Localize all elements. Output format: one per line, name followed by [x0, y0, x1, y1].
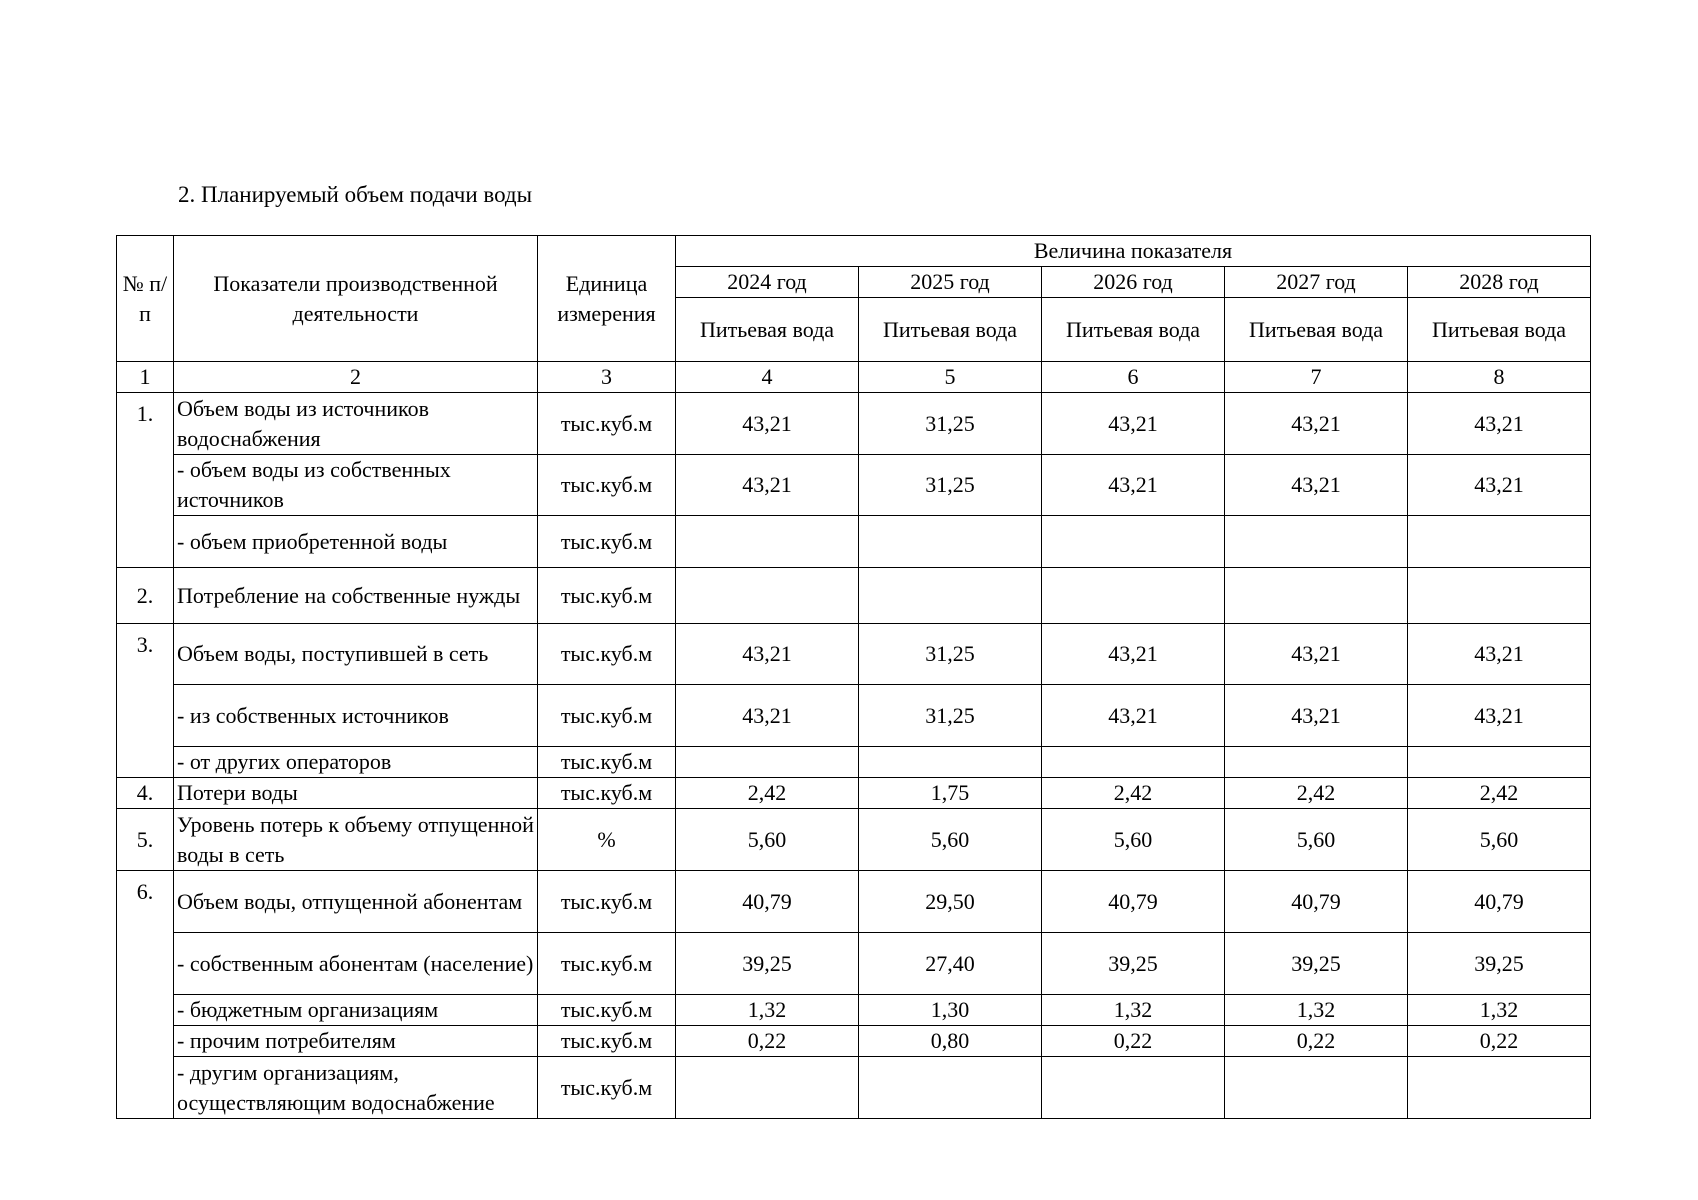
- row-unit: тыс.куб.м: [538, 995, 676, 1026]
- row-value: [1408, 1057, 1591, 1119]
- row-unit: тыс.куб.м: [538, 455, 676, 516]
- row-value: 39,25: [1042, 933, 1225, 995]
- row-value: 27,40: [859, 933, 1042, 995]
- row-value: 43,21: [1042, 455, 1225, 516]
- row-indicator-label: - прочим потребителям: [174, 1026, 538, 1057]
- row-indicator-label: Уровень потерь к объему отпущенной воды в сеть: [174, 809, 538, 871]
- table-row: [117, 747, 1591, 778]
- row-value: 5,60: [1408, 809, 1591, 871]
- row-value: 43,21: [676, 685, 859, 747]
- row-value: 1,32: [676, 995, 859, 1026]
- row-indicator-label: - объем воды из собственных источников: [174, 455, 538, 516]
- row-value: 1,32: [1408, 995, 1591, 1026]
- row-value: 43,21: [1042, 685, 1225, 747]
- row-value: 31,25: [859, 624, 1042, 685]
- row-indicator-label: - бюджетным организациям: [174, 995, 538, 1026]
- table-row: [117, 933, 1591, 995]
- row-unit: тыс.куб.м: [538, 393, 676, 455]
- header-year: 2026 год: [1042, 267, 1225, 298]
- row-value: 0,22: [1408, 1026, 1591, 1057]
- row-value: 5,60: [1042, 809, 1225, 871]
- row-value: 43,21: [676, 393, 859, 455]
- row-value: [859, 516, 1042, 568]
- column-number: 2: [174, 362, 538, 393]
- table-row: [117, 624, 1591, 685]
- row-unit: тыс.куб.м: [538, 685, 676, 747]
- row-value: 1,32: [1042, 995, 1225, 1026]
- row-indicator-label: - собственным абонентам (население): [174, 933, 538, 995]
- row-value: 1,75: [859, 778, 1042, 809]
- row-value: 0,22: [676, 1026, 859, 1057]
- row-value: 43,21: [1042, 393, 1225, 455]
- row-number: 2.: [117, 568, 174, 624]
- row-value: 2,42: [1408, 778, 1591, 809]
- row-value: 43,21: [1225, 455, 1408, 516]
- header-year: 2027 год: [1225, 267, 1408, 298]
- row-value: 43,21: [1225, 685, 1408, 747]
- row-value: [859, 1057, 1042, 1119]
- row-value: 43,21: [1408, 624, 1591, 685]
- row-value: [1225, 568, 1408, 624]
- row-unit: тыс.куб.м: [538, 933, 676, 995]
- row-value: [1408, 516, 1591, 568]
- header-indicator: Показатели производственной деятельности: [174, 236, 538, 362]
- row-unit: тыс.куб.м: [538, 568, 676, 624]
- row-value: 2,42: [676, 778, 859, 809]
- table-row: [117, 455, 1591, 516]
- column-number-row: [117, 362, 1591, 393]
- row-value: [1042, 747, 1225, 778]
- row-value: [1225, 1057, 1408, 1119]
- header-num: № п/п: [117, 236, 174, 362]
- header-water-type: Питьевая вода: [1408, 298, 1591, 362]
- row-indicator-label: Потери воды: [174, 778, 538, 809]
- row-value: 29,50: [859, 871, 1042, 933]
- row-value: 1,30: [859, 995, 1042, 1026]
- row-value: 5,60: [1225, 809, 1408, 871]
- row-value: 40,79: [676, 871, 859, 933]
- header-year: 2024 год: [676, 267, 859, 298]
- row-value: [1042, 516, 1225, 568]
- row-indicator-label: Объем воды из источников водоснабжения: [174, 393, 538, 455]
- column-number: 7: [1225, 362, 1408, 393]
- row-indicator-label: Объем воды, поступившей в сеть: [174, 624, 538, 685]
- column-number: 3: [538, 362, 676, 393]
- row-number: 4.: [117, 778, 174, 809]
- table-row: [117, 871, 1591, 933]
- row-value: 1,32: [1225, 995, 1408, 1026]
- row-value: 40,79: [1042, 871, 1225, 933]
- row-indicator-label: - объем приобретенной воды: [174, 516, 538, 568]
- row-value: 43,21: [1225, 393, 1408, 455]
- row-value: 0,22: [1042, 1026, 1225, 1057]
- row-value: [1225, 747, 1408, 778]
- header-water-type: Питьевая вода: [859, 298, 1042, 362]
- header-year: 2028 год: [1408, 267, 1591, 298]
- column-number: 1: [117, 362, 174, 393]
- row-value: 0,80: [859, 1026, 1042, 1057]
- row-value: 31,25: [859, 685, 1042, 747]
- row-value: 2,42: [1225, 778, 1408, 809]
- row-value: [676, 1057, 859, 1119]
- row-value: [1408, 747, 1591, 778]
- row-value: 43,21: [1408, 685, 1591, 747]
- row-value: [1225, 516, 1408, 568]
- row-value: 40,79: [1225, 871, 1408, 933]
- row-value: 40,79: [1408, 871, 1591, 933]
- row-number: 5.: [117, 809, 174, 871]
- row-unit: тыс.куб.м: [538, 1026, 676, 1057]
- header-water-type: Питьевая вода: [676, 298, 859, 362]
- header-unit: Единица измерения: [538, 236, 676, 362]
- table-row: [117, 1057, 1591, 1119]
- row-value: 2,42: [1042, 778, 1225, 809]
- row-indicator-label: - из собственных источников: [174, 685, 538, 747]
- row-value: [859, 568, 1042, 624]
- row-number: 3.: [117, 624, 174, 778]
- row-value: 43,21: [1408, 455, 1591, 516]
- column-number: 4: [676, 362, 859, 393]
- table-body: [117, 236, 1591, 1119]
- table-row: [117, 1026, 1591, 1057]
- row-value: 31,25: [859, 393, 1042, 455]
- row-value: 39,25: [1225, 933, 1408, 995]
- row-unit: тыс.куб.м: [538, 516, 676, 568]
- row-value: 5,60: [676, 809, 859, 871]
- header-year: 2025 год: [859, 267, 1042, 298]
- table-row: [117, 393, 1591, 455]
- table-row: [117, 516, 1591, 568]
- row-number: 6.: [117, 871, 174, 1119]
- row-value: 43,21: [1042, 624, 1225, 685]
- header-value-group: Величина показателя: [676, 236, 1591, 267]
- row-value: 31,25: [859, 455, 1042, 516]
- column-number: 6: [1042, 362, 1225, 393]
- water-supply-table: [116, 235, 1591, 1119]
- row-value: 39,25: [1408, 933, 1591, 995]
- row-value: 43,21: [676, 624, 859, 685]
- row-value: 43,21: [1408, 393, 1591, 455]
- row-indicator-label: - от других операторов: [174, 747, 538, 778]
- table-row: [117, 995, 1591, 1026]
- row-unit: тыс.куб.м: [538, 871, 676, 933]
- section-title: 2. Планируемый объем подачи воды: [178, 182, 533, 207]
- row-indicator-label: Потребление на собственные нужды: [174, 568, 538, 624]
- row-value: 5,60: [859, 809, 1042, 871]
- row-value: 43,21: [1225, 624, 1408, 685]
- table-row: [117, 568, 1591, 624]
- row-value: [676, 516, 859, 568]
- row-unit: тыс.куб.м: [538, 778, 676, 809]
- table-row: [117, 809, 1591, 871]
- row-value: 39,25: [676, 933, 859, 995]
- column-number: 5: [859, 362, 1042, 393]
- row-value: [1042, 1057, 1225, 1119]
- row-indicator-label: Объем воды, отпущенной абонентам: [174, 871, 538, 933]
- row-indicator-label: - другим организациям, осуществляющим водоснабжение: [174, 1057, 538, 1119]
- header-water-type: Питьевая вода: [1225, 298, 1408, 362]
- column-number: 8: [1408, 362, 1591, 393]
- row-value: [1042, 568, 1225, 624]
- table-row: [117, 685, 1591, 747]
- row-value: 43,21: [676, 455, 859, 516]
- row-value: [676, 568, 859, 624]
- row-unit: тыс.куб.м: [538, 624, 676, 685]
- row-value: [1408, 568, 1591, 624]
- row-value: [676, 747, 859, 778]
- row-unit: %: [538, 809, 676, 871]
- row-number: 1.: [117, 393, 174, 568]
- header-water-type: Питьевая вода: [1042, 298, 1225, 362]
- row-unit: тыс.куб.м: [538, 747, 676, 778]
- row-value: 0,22: [1225, 1026, 1408, 1057]
- table-row: [117, 778, 1591, 809]
- row-unit: тыс.куб.м: [538, 1057, 676, 1119]
- row-value: [859, 747, 1042, 778]
- header-row-group: [117, 236, 1591, 267]
